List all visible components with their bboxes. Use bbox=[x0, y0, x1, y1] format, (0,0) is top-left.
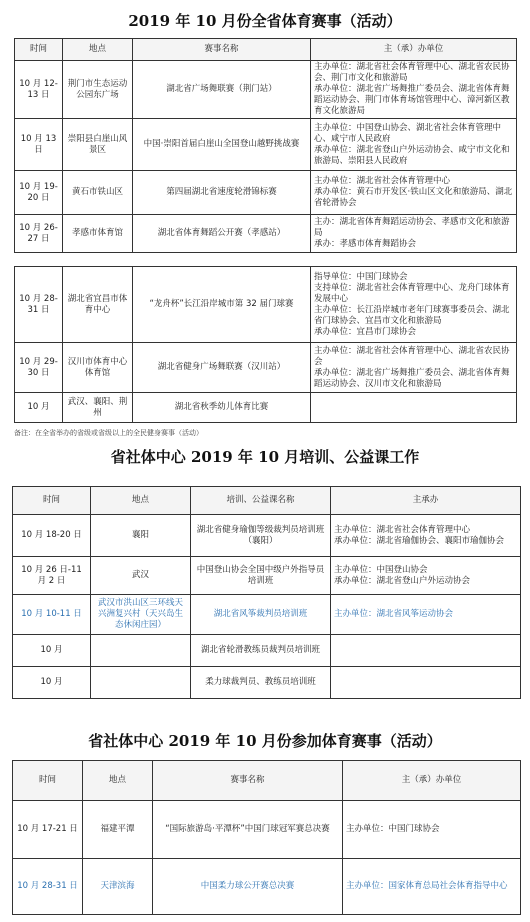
cell-org: 主办单位：湖北省社会体育管理中心 承办单位：湖北省瑜伽协会、襄阳市瑜伽协会 bbox=[331, 515, 521, 557]
cell-time: 10 月 26-27 日 bbox=[15, 215, 63, 253]
cell-event: 湖北省广场舞联赛（荆门站） bbox=[133, 61, 311, 119]
cell-place: 天津滨海 bbox=[83, 859, 153, 915]
cell-place: 黄石市铁山区 bbox=[63, 171, 133, 215]
cell-org: 指导单位：中国门球协会 支持单位：湖北省社会体育管理中心、龙舟门球体育发展中心 主办单位：长江沿岸城市老年门球赛事委员会、湖北省门球协会、宜昌市文化和旅游局 承办单位：宜昌市门球协会 bbox=[311, 267, 517, 343]
cell-org bbox=[311, 393, 517, 423]
table-row bbox=[15, 343, 517, 393]
cell-event: 柔力球裁判员、教练员培训班 bbox=[191, 667, 331, 699]
section1-continued-table bbox=[14, 266, 517, 423]
header-org: 主（承）办单位 bbox=[311, 39, 517, 61]
table-row bbox=[13, 801, 521, 859]
cell-place: 荆门市生态运动公园东广场 bbox=[63, 61, 133, 119]
cell-event: 中国登山协会全国中级户外指导员培训班 bbox=[191, 557, 331, 595]
section1-table bbox=[14, 38, 517, 253]
header-org: 主（承）办单位 bbox=[343, 761, 521, 801]
cell-time: 10 月 29-30 日 bbox=[15, 343, 63, 393]
cell-org: 主办单位：湖北省社会体育管理中心、湖北省农民协会、荆门市文化和旅游局 承办单位：湖北省广场舞推广委员会、湖北省体育舞蹈运动协会、荆门市体育场馆管理中心、漳河新区教育文化旅游局 bbox=[311, 61, 517, 119]
header-time: 时间 bbox=[13, 487, 91, 515]
header-event: 赛事名称 bbox=[133, 39, 311, 61]
table-row bbox=[13, 595, 521, 635]
cell-time: 10 月 12-13 日 bbox=[15, 61, 63, 119]
cell-place: 湖北省宜昌市体育中心 bbox=[63, 267, 133, 343]
table-row bbox=[15, 215, 517, 253]
cell-time: 10 月 28-31 日 bbox=[15, 267, 63, 343]
section3-table bbox=[12, 760, 521, 915]
header-time: 时间 bbox=[15, 39, 63, 61]
cell-time: 10 月 bbox=[15, 393, 63, 423]
header-place: 地点 bbox=[91, 487, 191, 515]
cell-place: 武汉 bbox=[91, 557, 191, 595]
section2-title: 省社体中心 2019 年 10 月培训、公益课工作 bbox=[110, 448, 420, 466]
header-event: 赛事名称 bbox=[153, 761, 343, 801]
cell-time: 10 月 28-31 日 bbox=[13, 859, 83, 915]
section2-table bbox=[12, 486, 521, 699]
cell-place: 福建平潭 bbox=[83, 801, 153, 859]
cell-event: 中国柔力球公开赛总决赛 bbox=[153, 859, 343, 915]
cell-org: 主办：湖北省体育舞蹈运动协会、孝感市文化和旅游局 承办：孝感市体育舞蹈协会 bbox=[311, 215, 517, 253]
cell-event: “国际旅游岛·平潭杯”中国门球冠军赛总决赛 bbox=[153, 801, 343, 859]
cell-org bbox=[331, 667, 521, 699]
cell-org: 主办单位：国家体育总局社会体育指导中心 bbox=[343, 859, 521, 915]
header-org: 主承办 bbox=[331, 487, 521, 515]
table-header-row bbox=[13, 487, 521, 515]
cell-event: “龙舟杯”长江沿岸城市第 32 届门球赛 bbox=[133, 267, 311, 343]
cell-place bbox=[91, 667, 191, 699]
table-row bbox=[15, 267, 517, 343]
table-header-row bbox=[15, 39, 517, 61]
header-time: 时间 bbox=[13, 761, 83, 801]
header-place: 地点 bbox=[63, 39, 133, 61]
cell-org: 主办单位：中国门球协会 bbox=[343, 801, 521, 859]
table-row bbox=[13, 515, 521, 557]
table-row bbox=[15, 119, 517, 171]
cell-org: 主办单位：中国登山协会、湖北省社会体育管理中心、咸宁市人民政府 承办单位：湖北省登山户外运动协会、咸宁市文化和旅游局、崇阳县人民政府 bbox=[311, 119, 517, 171]
cell-org: 主办单位：湖北省风筝运动协会 bbox=[331, 595, 521, 635]
header-place: 地点 bbox=[83, 761, 153, 801]
cell-org bbox=[331, 635, 521, 667]
cell-time: 10 月 10-11 日 bbox=[13, 595, 91, 635]
cell-event: 湖北省体育舞蹈公开赛（孝感站） bbox=[133, 215, 311, 253]
table-row bbox=[13, 635, 521, 667]
cell-event: 湖北省风筝裁判员培训班 bbox=[191, 595, 331, 635]
cell-place: 武汉市洪山区三环线天兴洲复兴村（天兴岛生态休闲庄园） bbox=[91, 595, 191, 635]
table-row bbox=[13, 557, 521, 595]
cell-org: 主办单位：中国登山协会 承办单位：湖北省登山户外运动协会 bbox=[331, 557, 521, 595]
cell-org: 主办单位：湖北省社会体育管理中心 承办单位：黄石市开发区·铁山区文化和旅游局、湖北省轮滑协会 bbox=[311, 171, 517, 215]
cell-place: 襄阳 bbox=[91, 515, 191, 557]
table-row bbox=[15, 393, 517, 423]
cell-time: 10 月 bbox=[13, 667, 91, 699]
cell-time: 10 月 18-20 日 bbox=[13, 515, 91, 557]
cell-time: 10 月 26 日-11 月 2 日 bbox=[13, 557, 91, 595]
cell-place: 汉川市体育中心体育馆 bbox=[63, 343, 133, 393]
table-row bbox=[13, 859, 521, 915]
section1-title: 2019 年 10 月份全省体育赛事（活动） bbox=[128, 12, 402, 30]
cell-place: 武汉、襄阳、荆州 bbox=[63, 393, 133, 423]
cell-place: 崇阳县白崖山风景区 bbox=[63, 119, 133, 171]
section1-note: 备注：在全省举办的省级或省级以上的全民健身赛事（活动） bbox=[14, 429, 203, 437]
cell-time: 10 月 bbox=[13, 635, 91, 667]
cell-time: 10 月 17-21 日 bbox=[13, 801, 83, 859]
table-row bbox=[13, 667, 521, 699]
cell-event: 中国·崇阳首届白崖山全国登山越野挑战赛 bbox=[133, 119, 311, 171]
cell-place bbox=[91, 635, 191, 667]
table-header-row bbox=[13, 761, 521, 801]
cell-event: 湖北省秋季幼儿体育比赛 bbox=[133, 393, 311, 423]
cell-time: 10 月 13 日 bbox=[15, 119, 63, 171]
header-event: 培训、公益课名称 bbox=[191, 487, 331, 515]
cell-org: 主办单位：湖北省社会体育管理中心、湖北省农民协会 承办单位：湖北省广场舞推广委员会、湖北省体育舞蹈运动协会、汉川市文化和旅游局 bbox=[311, 343, 517, 393]
cell-event: 湖北省健身广场舞联赛（汉川站） bbox=[133, 343, 311, 393]
cell-event: 湖北省轮滑教练员裁判员培训班 bbox=[191, 635, 331, 667]
table-row bbox=[15, 171, 517, 215]
cell-time: 10 月 19-20 日 bbox=[15, 171, 63, 215]
cell-place: 孝感市体育馆 bbox=[63, 215, 133, 253]
table-row bbox=[15, 61, 517, 119]
section3-title: 省社体中心 2019 年 10 月份参加体育赛事（活动） bbox=[88, 732, 442, 750]
cell-event: 第四届湖北省速度轮滑锦标赛 bbox=[133, 171, 311, 215]
cell-event: 湖北省健身瑜伽等级裁判员培训班（襄阳） bbox=[191, 515, 331, 557]
